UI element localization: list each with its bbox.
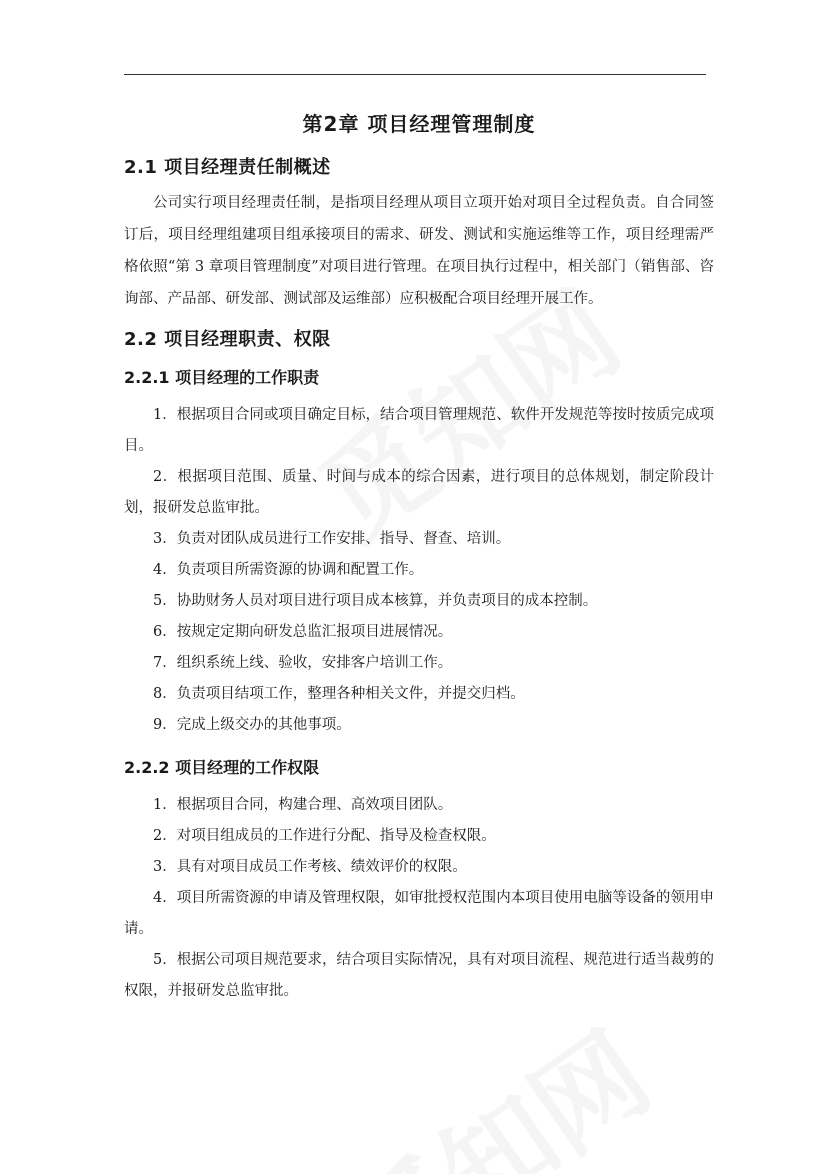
section-title-2-2: 2.2 项目经理职责、权限 xyxy=(124,329,331,350)
list-item: 1．根据项目合同，构建合理、高效项目团队。 xyxy=(153,797,453,813)
list-item: 3．负责对团队成员进行工作安排、指导、督查、培训。 xyxy=(153,531,511,547)
list-item: 7．组织系统上线、验收，安排客户培训工作。 xyxy=(153,655,453,671)
watermark xyxy=(315,990,676,1174)
list-item: 2．根据项目范围、质量、时间与成本的综合因素，进行项目的总体规划，制定阶段计划，报研发总监审批。 xyxy=(124,469,714,516)
subsection-title-2-2-1: 2.2.1 项目经理的工作职责 xyxy=(124,368,320,387)
header-rule xyxy=(124,74,706,75)
list-item: 6．按规定定期向研发总监汇报项目进展情况。 xyxy=(153,624,453,640)
list-item: 8．负责项目结项工作，整理各种相关文件，并提交归档。 xyxy=(153,686,525,702)
section-title-2-1: 2.1 项目经理责任制概述 xyxy=(124,157,331,178)
list-item: 4．项目所需资源的申请及管理权限，如审批授权范围内本项目使用电脑等设备的领用申请。 xyxy=(124,890,714,937)
list-item: 4．负责项目所需资源的协调和配置工作。 xyxy=(153,562,424,578)
subsection-title-2-2-2: 2.2.2 项目经理的工作权限 xyxy=(124,758,320,777)
list-item: 9．完成上级交办的其他事项。 xyxy=(153,717,351,733)
document-body xyxy=(124,100,714,1007)
list-item: 1．根据项目合同或项目确定目标，结合项目管理规范、软件开发规范等按时按质完成项目。 xyxy=(124,407,714,454)
list-item: 5．协助财务人员对项目进行项目成本核算，并负责项目的成本控制。 xyxy=(153,593,598,609)
list-item: 2．对项目组成员的工作进行分配、指导及检查权限。 xyxy=(153,828,496,844)
section-2-1-paragraph: 公司实行项目经理责任制，是指项目经理从项目立项开始对项目全过程负责。自合同签订后，项目经理组建项目组承接项目的需求、研发、测试和实施运维等工作，项目经理需严格依照“第 3 章项目管理制度”对项目进行管理。在项目执行过程中，相关部门（销售部、咨询部、产品部、研发部、测试部及运维部）应积极配合项目经理开展工作。 xyxy=(124,195,714,307)
chapter-title: 第2章 项目经理管理制度 xyxy=(302,112,536,136)
list-item: 3．具有对项目成员工作考核、绩效评价的权限。 xyxy=(153,859,467,875)
list-item: 5．根据公司项目规范要求，结合项目实际情况，具有对项目流程、规范进行适当裁剪的权限，并报研发总监审批。 xyxy=(124,952,714,999)
